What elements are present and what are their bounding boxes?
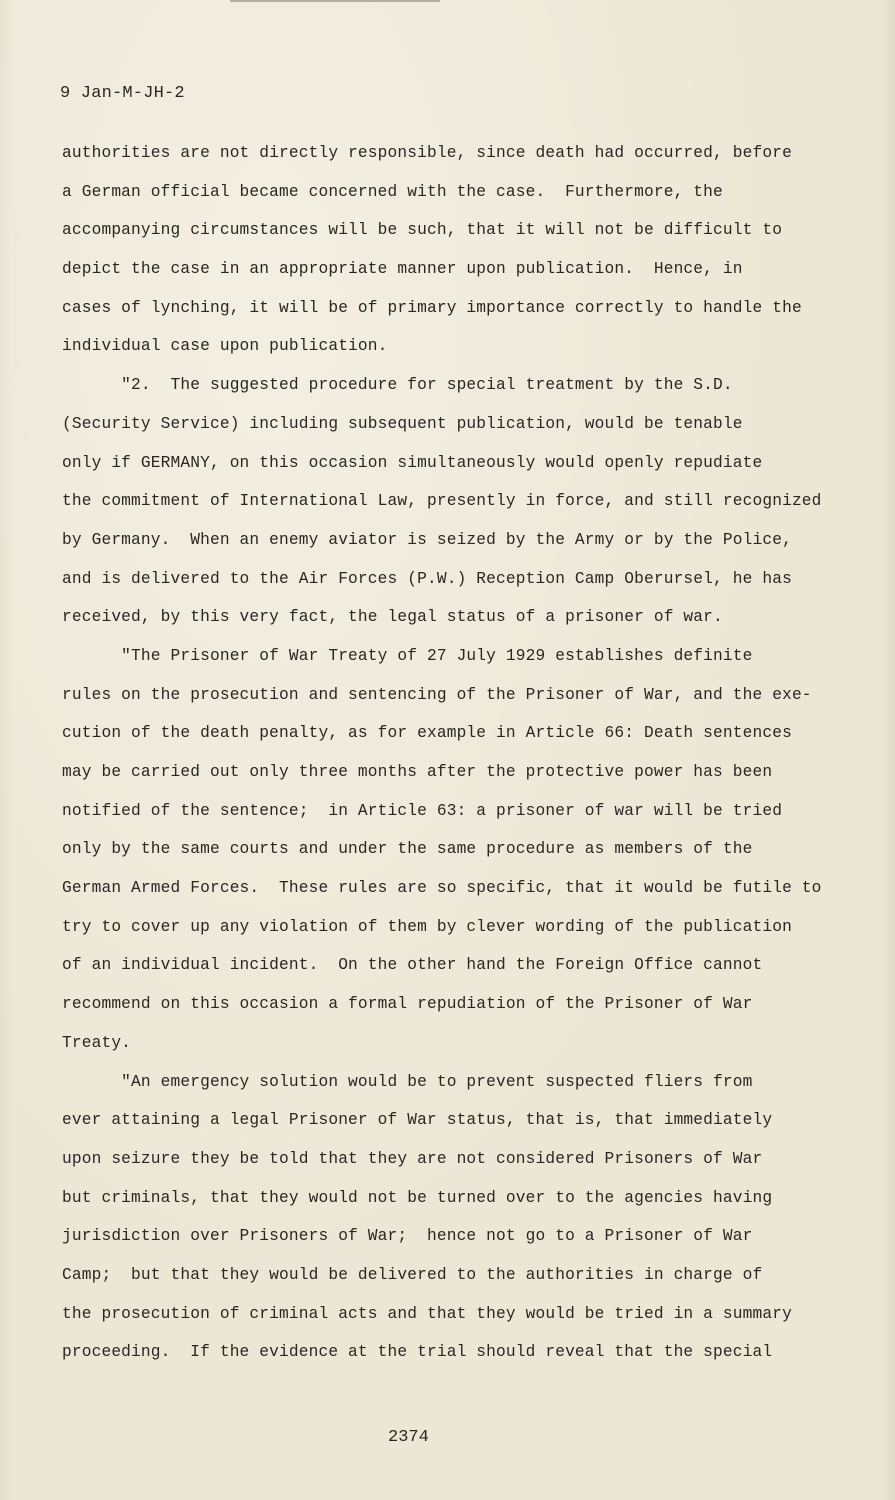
text-line: may be carried out only three months after the protective power has been (62, 763, 773, 781)
text-line: depict the case in an appropriate manner upon publication. Hence, in (62, 260, 743, 279)
text-line: of an individual incident. On the other hand the Foreign Office cannot (62, 956, 763, 975)
text-line: and is delivered to the Air Forces (P.W.) Reception Camp Oberursel, he has (62, 569, 792, 588)
text-line: cution of the death penalty, as for example in Article 66: Death sentences (62, 724, 792, 743)
text-line: recommend on this occasion a formal repudiation of the Prisoner of War (62, 995, 753, 1014)
text-line: by Germany. When an enemy aviator is seized by the Army or by the Police, (62, 530, 792, 549)
text-line: notified of the sentence; in Article 63: a prisoner of war will be tried (62, 801, 783, 820)
text-line: German Armed Forces. These rules are so specific, that it would be futile to (62, 879, 822, 898)
text-line: ever attaining a legal Prisoner of War status, that is, that immediately (62, 1111, 773, 1130)
text-line: cases of lynching, it will be of primary importance correctly to handle the (62, 298, 802, 317)
text-line: "The Prisoner of War Treaty of 27 July 1929 establishes definite (62, 646, 753, 665)
text-line: (Security Service) including subsequent publication, would be tenable (62, 414, 743, 433)
document-body (62, 140, 832, 1378)
page-number: 2374 (388, 1428, 429, 1447)
text-line: Treaty. (62, 1033, 132, 1052)
text-line: but criminals, that they would not be turned over to the agencies having (62, 1188, 773, 1207)
text-line: accompanying circumstances will be such, that it will not be difficult to (62, 221, 783, 240)
text-line: jurisdiction over Prisoners of War; hence not go to a Prisoner of War (62, 1227, 753, 1246)
text-line: only if GERMANY, on this occasion simultaneously would openly repudiate (62, 453, 763, 472)
text-line: authorities are not directly responsible, since death had occurred, before (62, 144, 792, 162)
text-line: proceeding. If the evidence at the trial should reveal that the special (62, 1343, 773, 1362)
text-line: received, by this very fact, the legal status of a prisoner of war. (62, 608, 723, 627)
document-reference-header: 9 Jan-M-JH-2 (60, 84, 185, 103)
text-line: the prosecution of criminal acts and that they would be tried in a summary (62, 1304, 792, 1323)
text-line: individual case upon publication. (62, 337, 388, 356)
text-line: try to cover up any violation of them by clever wording of the publication (62, 917, 792, 936)
text-line: only by the same courts and under the same procedure as members of the (62, 840, 753, 859)
text-line: upon seizure they be told that they are not considered Prisoners of War (62, 1149, 763, 1168)
page-top-edge-mark (230, 0, 440, 2)
text-line: "An emergency solution would be to prevent suspected fliers from (62, 1072, 753, 1091)
text-line: rules on the prosecution and sentencing of the Prisoner of War, and the exe- (62, 685, 812, 704)
text-line: the commitment of International Law, presently in force, and still recognized (62, 492, 822, 511)
text-line: "2. The suggested procedure for special treatment by the S.D. (62, 376, 733, 395)
text-line: Camp; but that they would be delivered to the authorities in charge of (62, 1265, 763, 1284)
text-line: a German official became concerned with the case. Furthermore, the (62, 182, 723, 201)
